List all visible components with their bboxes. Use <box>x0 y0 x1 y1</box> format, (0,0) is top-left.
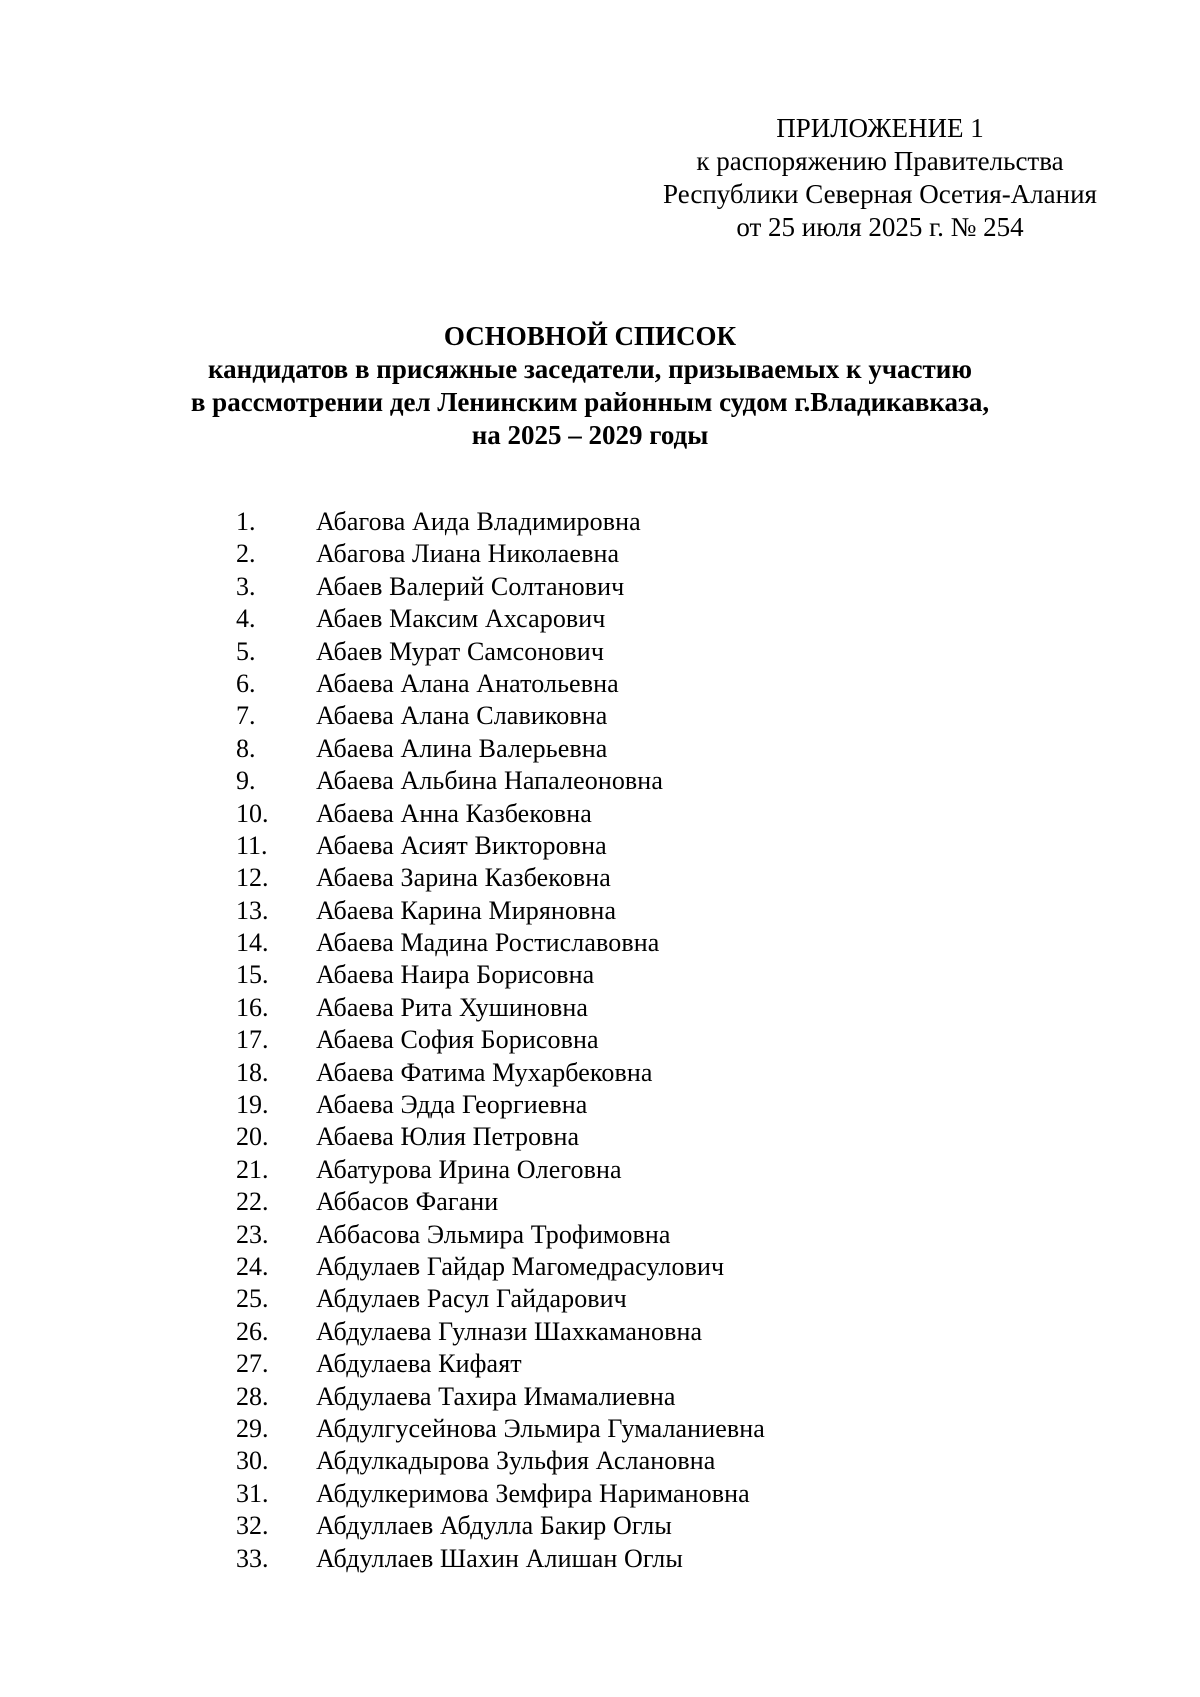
candidate-name: Абдулаева Кифаят <box>316 1349 522 1379</box>
candidate-name: Абаева Рита Хушиновна <box>316 992 589 1022</box>
list-item <box>236 765 765 797</box>
candidate-name: Абаев Максим Ахсарович <box>316 604 606 634</box>
appendix-date: от 25 июля 2025 г. № 254 <box>736 212 1024 242</box>
item-number: 2. <box>236 539 256 569</box>
list-item <box>236 1283 765 1315</box>
candidate-name: Абагова Лиана Николаевна <box>316 539 620 569</box>
list-item <box>236 798 765 830</box>
candidate-name: Абаева Мадина Ростиславовна <box>316 928 660 958</box>
appendix-header <box>620 112 1140 244</box>
list-item <box>236 603 765 635</box>
candidate-name: Абаева Альбина Напалеоновна <box>316 766 663 796</box>
item-number: 16. <box>236 992 269 1022</box>
item-number: 14. <box>236 928 269 958</box>
list-item <box>236 1543 765 1575</box>
candidate-name: Абаева Анна Казбековна <box>316 798 592 828</box>
candidate-name: Абаева Карина Миряновна <box>316 895 617 925</box>
item-number: 32. <box>236 1511 269 1541</box>
candidate-name: Абаева Алана Анатольевна <box>316 668 619 698</box>
candidate-name: Абаев Мурат Самсонович <box>316 636 604 666</box>
candidate-name: Абаева Асият Викторовна <box>316 830 607 860</box>
item-number: 1. <box>236 507 256 536</box>
list-item <box>236 1316 765 1348</box>
list-item <box>236 1219 765 1251</box>
list-item <box>236 959 765 991</box>
item-number: 9. <box>236 766 256 796</box>
list-item <box>236 895 765 927</box>
list-item <box>236 1154 765 1186</box>
candidate-name: Абдулаева Тахира Имамалиевна <box>316 1381 676 1411</box>
item-number: 10. <box>236 798 269 828</box>
candidate-name: Абаева Алана Славиковна <box>316 701 608 731</box>
list-item <box>236 1478 765 1510</box>
list-item <box>236 506 765 538</box>
candidate-name: Абаева Зарина Казбековна <box>316 863 611 893</box>
list-item <box>236 1510 765 1542</box>
title-main: ОСНОВНОЙ СПИСОК <box>443 321 737 351</box>
item-number: 12. <box>236 863 269 893</box>
item-number: 6. <box>236 668 256 698</box>
list-item <box>236 927 765 959</box>
item-number: 8. <box>236 733 256 763</box>
item-number: 27. <box>236 1349 269 1379</box>
item-number: 19. <box>236 1090 269 1120</box>
item-number: 17. <box>236 1025 269 1055</box>
title-subtitle-3: на 2025 – 2029 годы <box>471 420 709 450</box>
item-number: 18. <box>236 1057 269 1087</box>
candidate-name: Абатурова Ирина Олеговна <box>316 1154 622 1184</box>
candidate-name: Абагова Аида Владимировна <box>316 507 641 536</box>
list-item <box>236 1121 765 1153</box>
list-item <box>236 1024 765 1056</box>
item-number: 26. <box>236 1316 269 1346</box>
candidate-name: Абдулкеримова Земфира Наримановна <box>316 1478 750 1508</box>
list-item <box>236 636 765 668</box>
list-item <box>236 1089 765 1121</box>
list-item <box>236 538 765 570</box>
list-item <box>236 1186 765 1218</box>
candidate-name: Абаева Юлия Петровна <box>316 1122 580 1152</box>
item-number: 33. <box>236 1543 269 1573</box>
list-item <box>236 668 765 700</box>
list-item <box>236 1445 765 1477</box>
candidate-name: Абдулкадырова Зульфия Аслановна <box>316 1446 716 1476</box>
list-item <box>236 571 765 603</box>
item-number: 5. <box>236 636 256 666</box>
candidate-name: Абдуллаев Шахин Алишан Оглы <box>316 1543 683 1573</box>
item-number: 15. <box>236 960 269 990</box>
item-number: 13. <box>236 895 269 925</box>
appendix-order-ref: к распоряжению Правительства <box>696 146 1064 176</box>
candidate-name: Абаева Наира Борисовна <box>316 960 595 990</box>
candidate-name: Абдулгусейнова Эльмира Гумаланиевна <box>316 1413 765 1443</box>
item-number: 25. <box>236 1284 269 1314</box>
candidate-name: Аббасова Эльмира Трофимовна <box>316 1219 671 1249</box>
appendix-government: Республики Северная Осетия-Алания <box>663 179 1097 209</box>
candidate-name: Абаева Эдда Георгиевна <box>316 1090 588 1120</box>
item-number: 23. <box>236 1219 269 1249</box>
list-item <box>236 1057 765 1089</box>
candidate-name: Абдулаев Гайдар Магомедрасулович <box>316 1251 725 1281</box>
item-number: 20. <box>236 1122 269 1152</box>
item-number: 4. <box>236 604 256 634</box>
appendix-number: ПРИЛОЖЕНИЕ 1 <box>776 113 984 143</box>
item-number: 31. <box>236 1478 269 1508</box>
item-number: 29. <box>236 1413 269 1443</box>
title-subtitle-1: кандидатов в присяжные заседатели, призываемых к участию <box>208 354 972 384</box>
list-item <box>236 700 765 732</box>
candidate-name: Аббасов Фагани <box>316 1187 499 1217</box>
item-number: 28. <box>236 1381 269 1411</box>
list-item <box>236 733 765 765</box>
title-subtitle-2: в рассмотрении дел Ленинским районным судом г.Владикавказа, <box>190 387 990 417</box>
candidate-name: Абдулаев Расул Гайдарович <box>316 1284 627 1314</box>
candidate-name: Абдулаева Гулнази Шахкамановна <box>316 1316 703 1346</box>
item-number: 3. <box>236 571 256 601</box>
list-item <box>236 862 765 894</box>
list-item <box>236 992 765 1024</box>
item-number: 7. <box>236 701 256 731</box>
item-number: 11. <box>236 830 268 860</box>
item-number: 22. <box>236 1187 269 1217</box>
candidate-name: Абаев Валерий Солтанович <box>316 571 625 601</box>
list-item <box>236 1251 765 1283</box>
candidate-name: Абаева София Борисовна <box>316 1025 599 1055</box>
item-number: 24. <box>236 1251 269 1281</box>
item-number: 30. <box>236 1446 269 1476</box>
candidate-name: Абаева Фатима Мухарбековна <box>316 1057 653 1087</box>
list-item <box>236 830 765 862</box>
candidate-name: Абдуллаев Абдулла Бакир Оглы <box>316 1511 672 1541</box>
list-item <box>236 1381 765 1413</box>
candidate-name: Абаева Алина Валерьевна <box>316 733 608 763</box>
document-title <box>140 320 1040 452</box>
list-item <box>236 1413 765 1445</box>
item-number: 21. <box>236 1154 269 1184</box>
list-item <box>236 1348 765 1380</box>
candidate-list <box>236 506 765 1575</box>
